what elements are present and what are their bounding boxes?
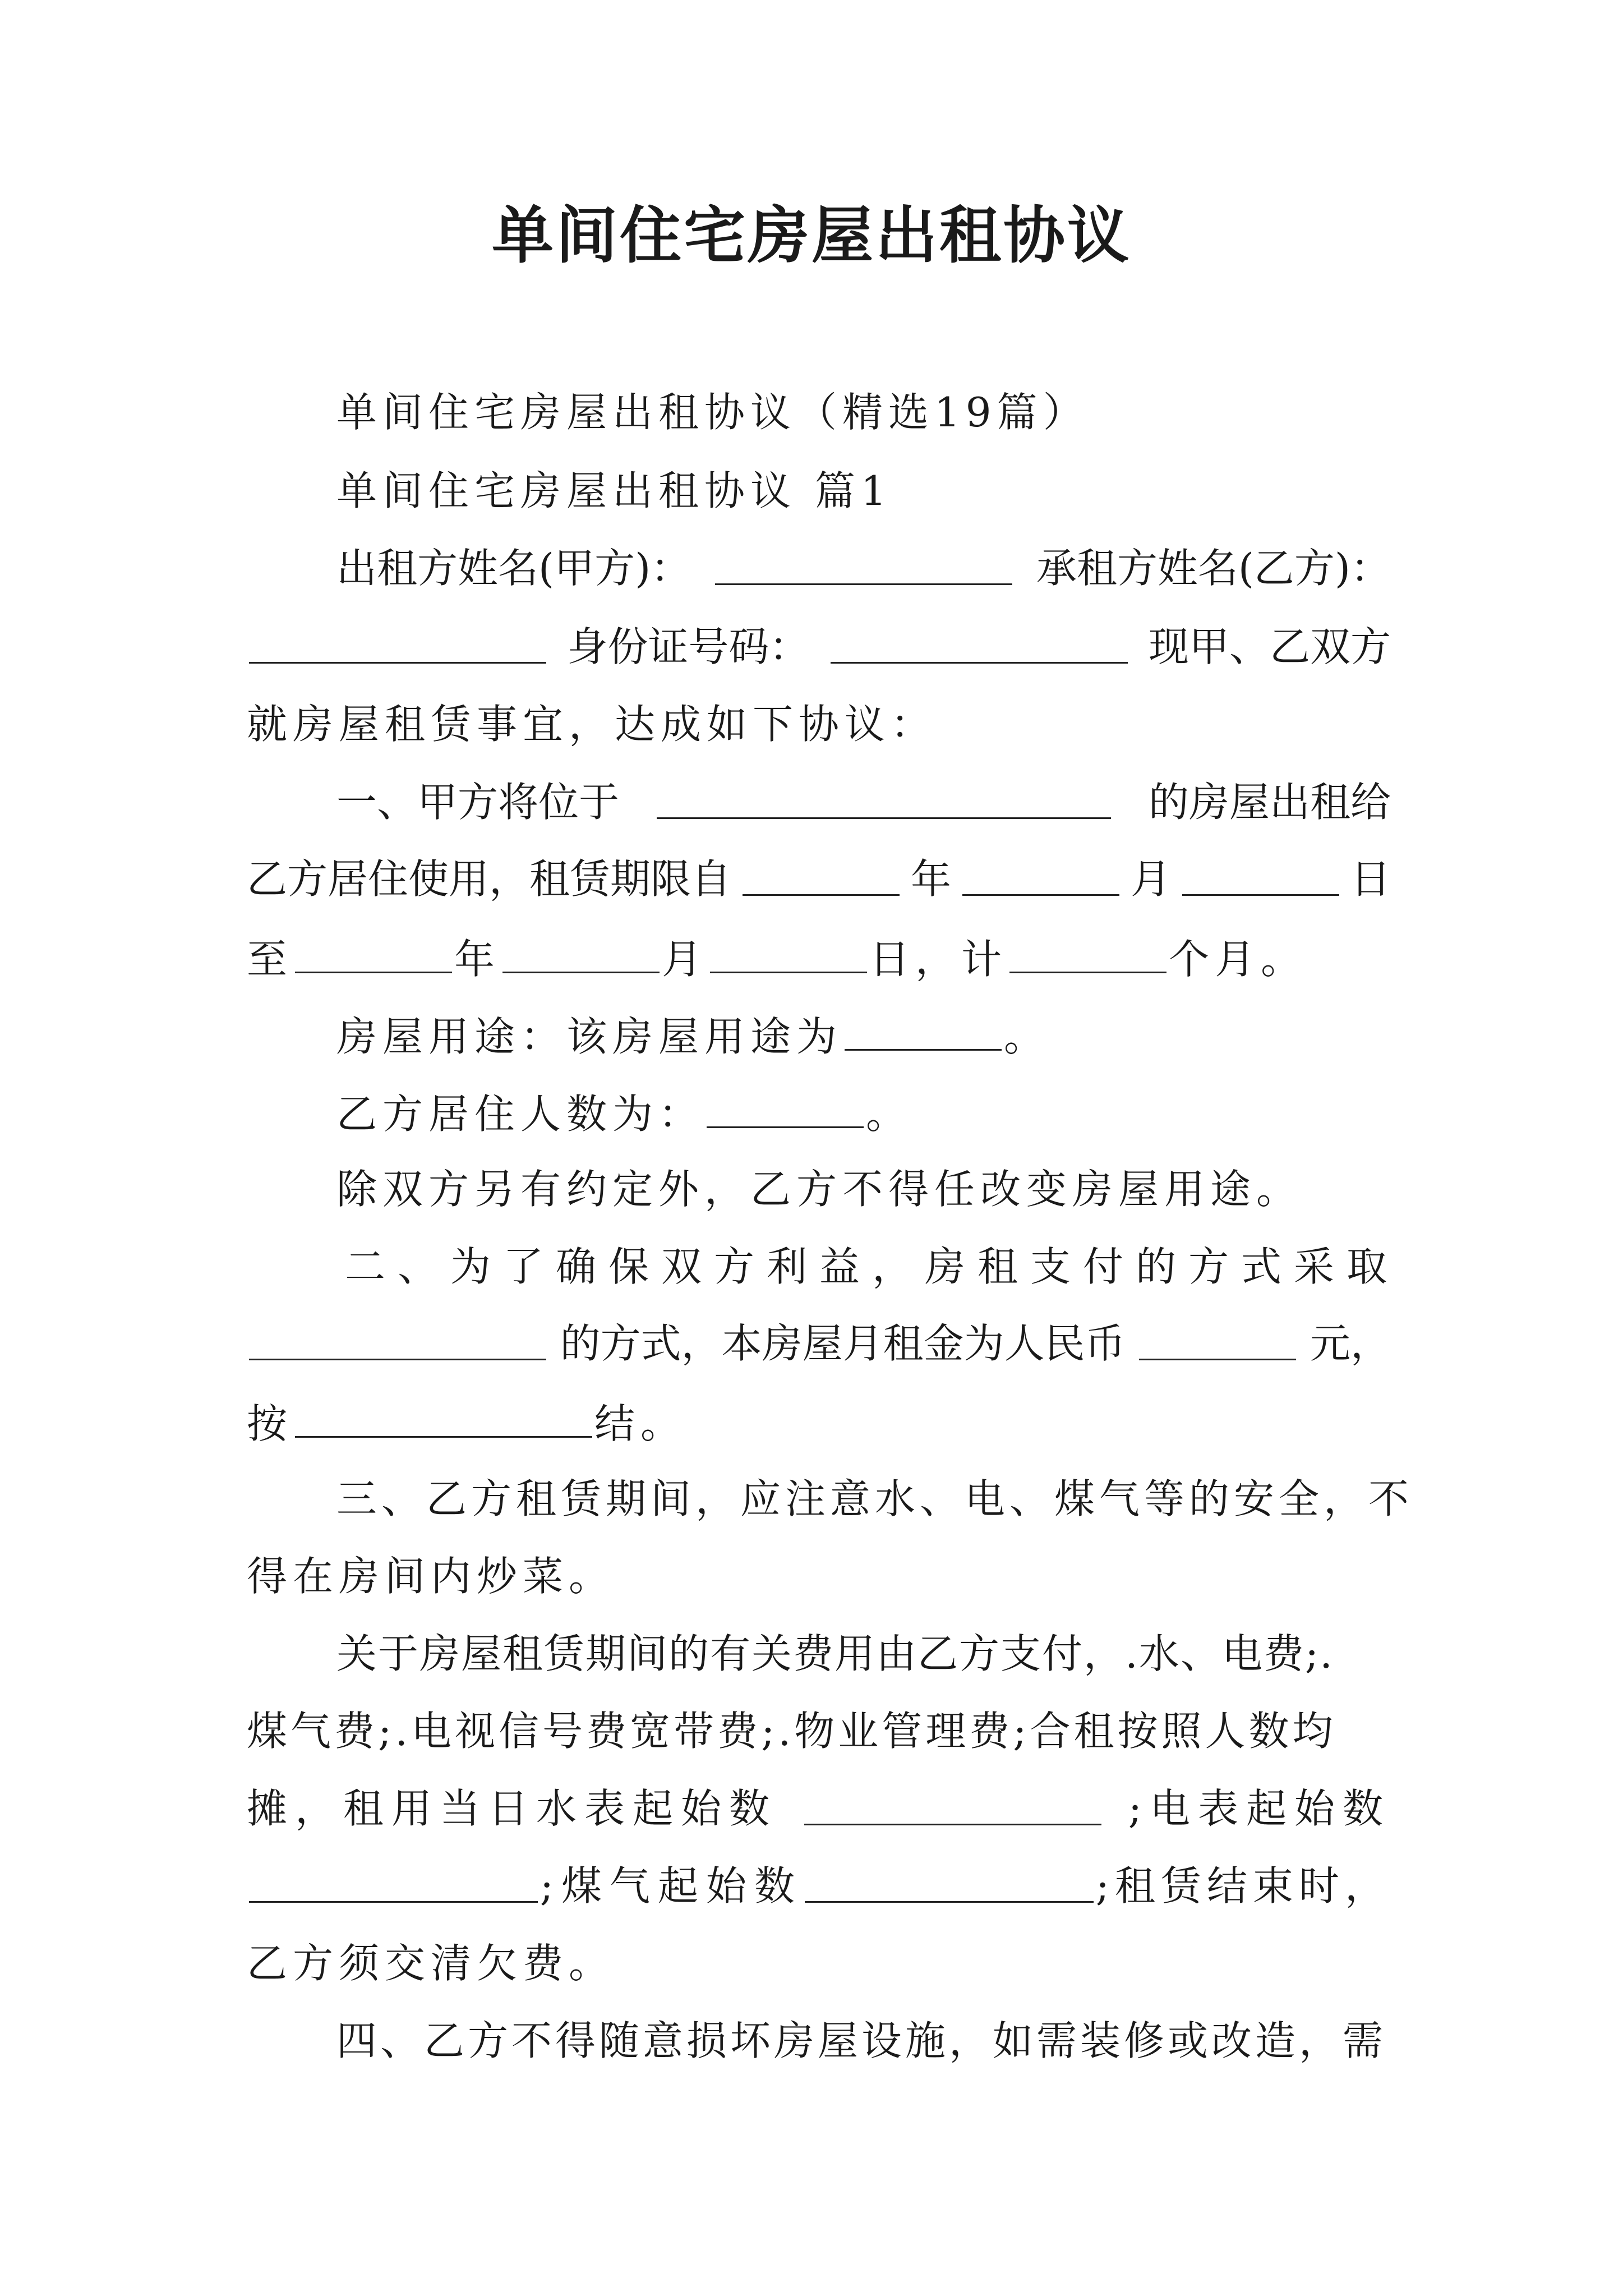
year-label: 年	[454, 936, 501, 983]
total-months-blank	[1009, 931, 1166, 973]
paragraph-line	[247, 931, 1307, 984]
end-year-blank	[295, 931, 452, 973]
id-number-blank	[831, 622, 1128, 664]
period: 。	[1004, 1013, 1050, 1060]
gas-meter-blank	[805, 1861, 1094, 1903]
day-total-label: 日，计	[869, 936, 1008, 983]
p2-a: 一、甲方将位于	[336, 779, 620, 826]
paragraph-line	[247, 854, 1391, 904]
p4-b: 的方式，本房屋月租金为人民币	[560, 1320, 1126, 1367]
p5-a: 三、乙方租赁期间，应注意水、电、煤气等的安全，不	[336, 1475, 1414, 1522]
paragraph-line	[247, 1783, 1391, 1834]
now-text: 现甲、乙双方	[1148, 623, 1391, 670]
paragraph-line	[336, 1009, 1391, 1062]
residents-blank	[707, 1086, 864, 1128]
lessor-blank	[715, 543, 1012, 585]
p5-b: 得在房间内炒菜。	[247, 1553, 615, 1600]
usage-label: 房屋用途：该房屋用途为	[336, 1013, 843, 1060]
end-day-blank	[710, 931, 867, 973]
paragraph-line	[336, 1086, 1391, 1139]
paragraph-line	[336, 777, 1391, 827]
month-label: 月	[1130, 855, 1171, 903]
p6-e: 乙方须交清欠费。	[247, 1940, 615, 1987]
lessee-label: 承租方姓名(乙方)：	[1036, 545, 1391, 592]
residents-label: 乙方居住人数为：	[336, 1091, 705, 1138]
usage-blank	[845, 1009, 1002, 1051]
agree-text: 就房屋租赁事宜，达成如下协议：	[247, 701, 937, 748]
id-number-label: 身份证号码：	[567, 623, 810, 670]
electric-meter-blank	[249, 1861, 538, 1903]
day-label: 日	[1350, 855, 1391, 903]
p6-d2: ;租赁结束时，	[1095, 1862, 1391, 1910]
water-meter-blank	[804, 1783, 1101, 1825]
lessee-blank	[249, 622, 546, 664]
start-month-blank	[962, 854, 1119, 896]
part-heading: 单间住宅房屋出租协议 篇1	[336, 467, 892, 514]
rent-amount-blank	[1139, 1318, 1296, 1360]
paragraph-line	[336, 543, 1391, 593]
paragraph-line	[247, 1861, 1391, 1911]
by-label: 按	[247, 1400, 293, 1447]
p6-a: 关于房屋租赁期间的有关费用由乙方支付，.水、电费;.	[336, 1630, 1334, 1677]
document-title: 单间住宅房屋出租协议	[492, 199, 1131, 272]
end-month-blank	[502, 931, 660, 973]
payment-method-blank	[249, 1318, 546, 1360]
location-blank	[657, 777, 1111, 819]
yuan-label: 元，	[1310, 1320, 1391, 1367]
paragraph-line	[247, 1396, 1391, 1449]
p6-d1: ;煤气起始数	[540, 1862, 803, 1910]
p6-b: 煤气费;.电视信号费宽带费;.物业管理费;合租按照人数均	[247, 1708, 1336, 1755]
months-label: 个月。	[1169, 936, 1307, 983]
p6-c1: 摊，租用当日水表起始数	[247, 1785, 778, 1832]
no-change-text: 除双方另有约定外，乙方不得任改变房屋用途。	[336, 1166, 1303, 1213]
p6-c2: ;电表起始数	[1128, 1785, 1391, 1832]
to-label: 至	[247, 936, 293, 983]
start-day-blank	[1182, 854, 1339, 896]
p4-a: 二、为了确保双方利益，房租支付的方式采取	[345, 1243, 1400, 1290]
settlement-blank	[295, 1396, 592, 1438]
paragraph-line	[247, 1318, 1391, 1369]
p2-c: 乙方居住使用，租赁期限自	[247, 855, 732, 903]
paragraph-line	[247, 622, 1391, 672]
p2-b: 的房屋出租给	[1148, 779, 1391, 826]
month-label: 月	[662, 936, 708, 983]
collection-heading: 单间住宅房屋出租协议（精选19篇）	[336, 389, 1089, 436]
year-label: 年	[910, 855, 951, 903]
period: 。	[866, 1091, 912, 1138]
start-year-blank	[743, 854, 900, 896]
lessor-label: 出租方姓名(甲方)：	[336, 545, 691, 592]
settle-label: 结。	[594, 1400, 687, 1447]
p7-a: 四、乙方不得随意损坏房屋设施，如需装修或改造，需	[336, 2017, 1387, 2064]
